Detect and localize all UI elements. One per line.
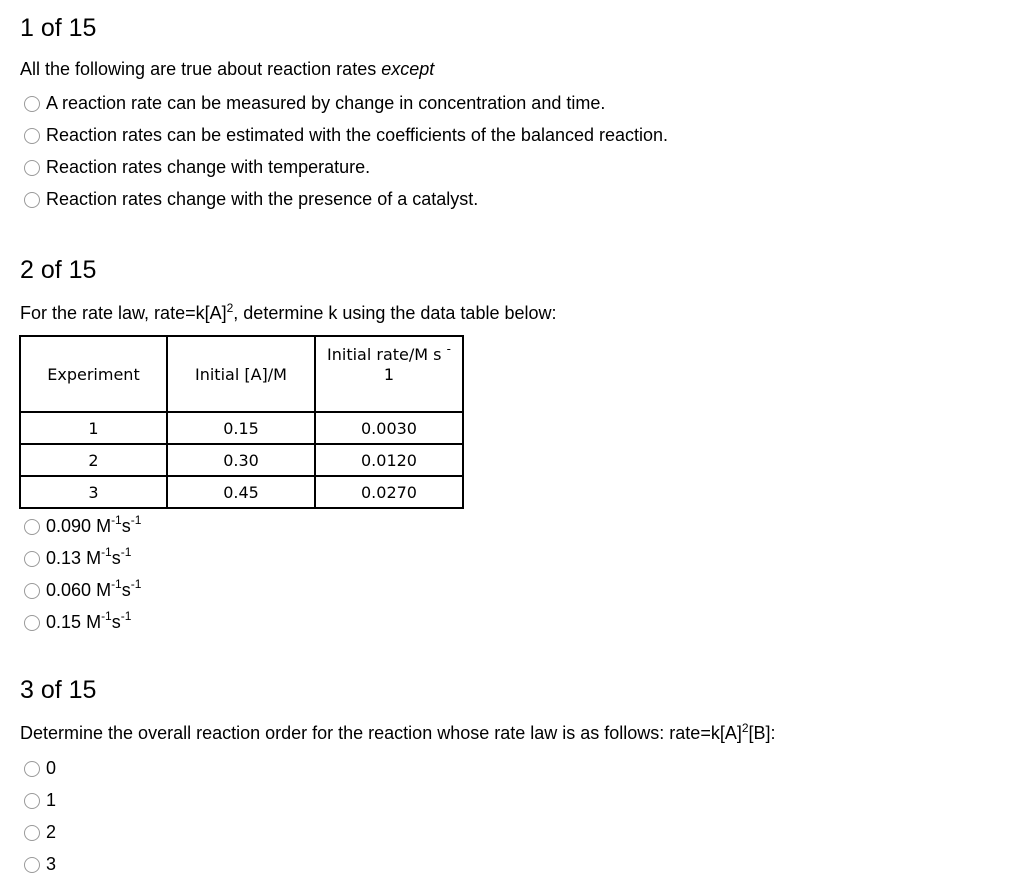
radio-button[interactable] [24, 160, 40, 176]
table-cell: 0.15 [167, 412, 315, 444]
table-cell: 2 [20, 444, 167, 476]
table-cell: 0.0030 [315, 412, 463, 444]
q2-option-4[interactable] [24, 609, 132, 633]
table-row [20, 476, 463, 508]
question-1-number: 1 of 15 [20, 14, 97, 42]
table-row [20, 412, 463, 444]
table-row [20, 444, 463, 476]
radio-button[interactable] [24, 583, 40, 599]
radio-button[interactable] [24, 128, 40, 144]
table-cell: 0.45 [167, 476, 315, 508]
table-cell: 3 [20, 476, 167, 508]
table-header-initial-a: Initial [A]/M [167, 336, 315, 412]
table-cell: 0.0120 [315, 444, 463, 476]
q1-option-4-label: Reaction rates change with the presence of a catalyst. [46, 189, 479, 209]
table-cell: 1 [20, 412, 167, 444]
q3-option-2[interactable] [24, 790, 56, 811]
question-2-prompt [20, 303, 557, 324]
radio-button[interactable] [24, 761, 40, 777]
q1-option-2[interactable] [24, 125, 668, 146]
table-header-experiment: Experiment [20, 336, 167, 412]
q1-option-1-label: A reaction rate can be measured by change in concentration and time. [46, 93, 606, 113]
question-3-number: 3 of 15 [20, 676, 97, 704]
table-cell: 0.0270 [315, 476, 463, 508]
table-header-initial-rate [315, 336, 463, 412]
radio-button[interactable] [24, 615, 40, 631]
q1-option-4[interactable] [24, 189, 478, 210]
q3-option-2-label: 1 [46, 790, 57, 810]
q3-option-3[interactable] [24, 822, 56, 843]
q3-option-4[interactable] [24, 854, 56, 875]
question-1-prompt-emphasis: except [381, 59, 435, 79]
q2-option-4-label: 0.15 $M^{-1}s^{-1}$ [46, 609, 132, 632]
table-header-initial-rate-line2: 1 [383, 365, 395, 384]
table-header-initial-rate-line1: Initial rate/M s - [327, 342, 451, 364]
question-3-prompt-sup: 2 [741, 721, 749, 735]
q2-option-1[interactable] [24, 513, 142, 537]
question-2-prompt-pre: For the rate law, rate=k[A] [20, 303, 227, 323]
q2-option-3-label: 0.060 $M^{-1}s^{-1}$ [46, 577, 142, 600]
q3-option-1[interactable] [24, 758, 56, 779]
radio-button[interactable] [24, 519, 40, 535]
q2-option-2[interactable] [24, 545, 132, 569]
q1-option-1[interactable] [24, 93, 605, 114]
table-header-row [20, 336, 463, 412]
q3-option-1-label: 0 [46, 758, 57, 778]
q2-option-3[interactable] [24, 577, 142, 601]
q2-option-1-label: 0.090 $M^{-1}s^{-1}$ [46, 513, 142, 536]
question-2-prompt-post: , determine k using the data table below: [233, 303, 557, 323]
q3-option-3-label: 2 [46, 822, 57, 842]
q2-option-2-label: 0.13 $M^{-1}s^{-1}$ [46, 545, 132, 568]
q1-option-3[interactable] [24, 157, 370, 178]
question-2-number: 2 of 15 [20, 256, 97, 284]
question-1-prompt-text: All the following are true about reaction rates [20, 59, 377, 79]
question-1-prompt [20, 59, 434, 80]
q3-option-4-label: 3 [46, 854, 57, 874]
radio-button[interactable] [24, 551, 40, 567]
data-table [19, 335, 464, 509]
radio-button[interactable] [24, 857, 40, 873]
question-3-prompt [20, 723, 776, 744]
q1-option-3-label: Reaction rates change with temperature. [46, 157, 371, 177]
radio-button[interactable] [24, 825, 40, 841]
radio-button[interactable] [24, 96, 40, 112]
question-3-prompt-pre: Determine the overall reaction order for the reaction whose rate law is as follows: rate=k[A] [20, 723, 742, 743]
radio-button[interactable] [24, 793, 40, 809]
q1-option-2-label: Reaction rates can be estimated with the coefficients of the balanced reaction. [46, 125, 669, 145]
table-cell: 0.30 [167, 444, 315, 476]
question-3-prompt-post: [B]: [748, 723, 776, 743]
radio-button[interactable] [24, 192, 40, 208]
question-2-prompt-sup: 2 [226, 301, 234, 315]
